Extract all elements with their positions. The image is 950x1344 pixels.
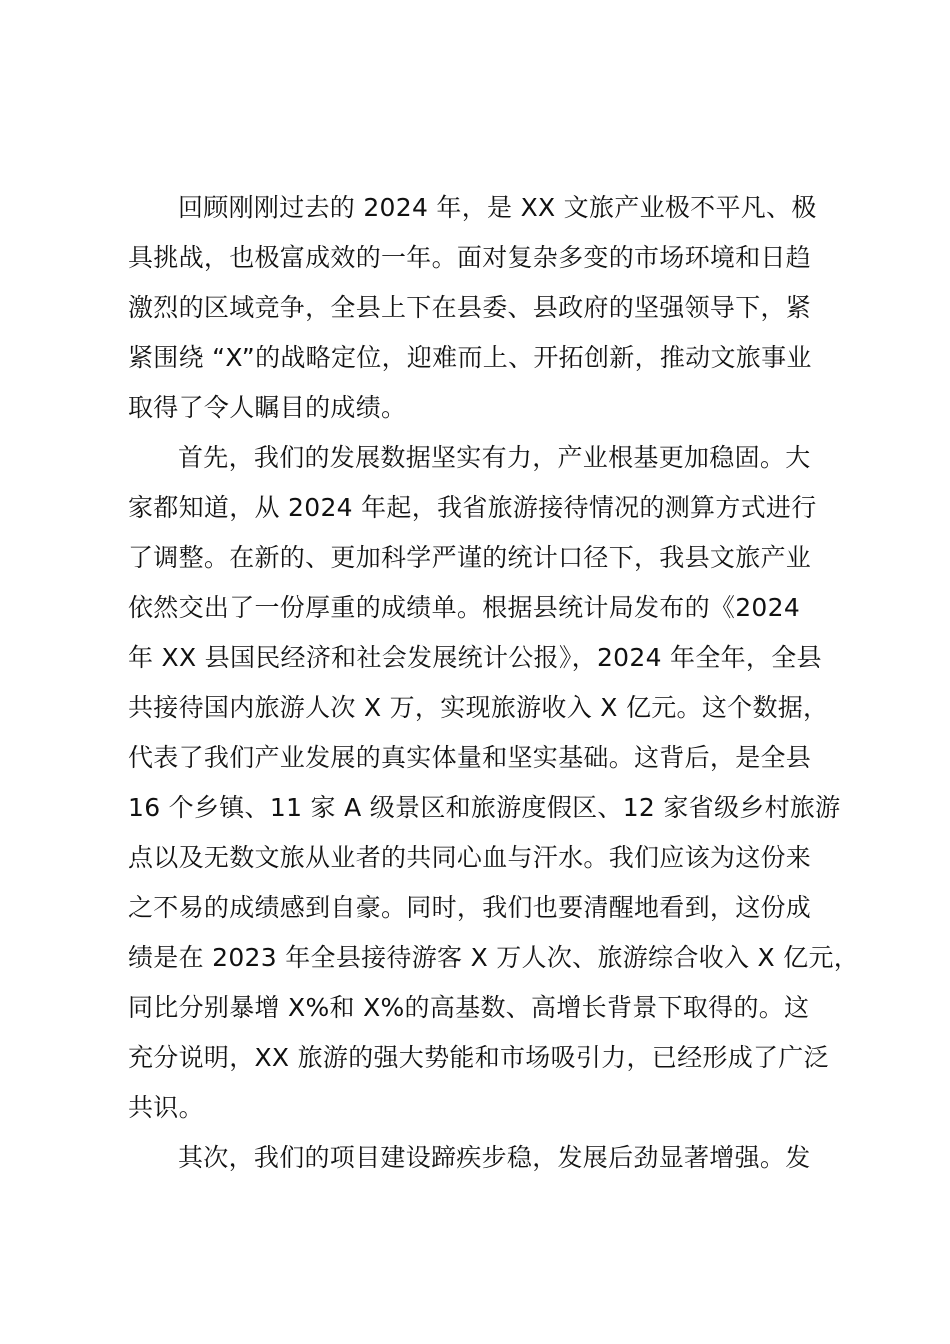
text-line: 首先，我们的发展数据坚实有力，产业根基更加稳固。大 [178,443,811,472]
text-line: 点以及无数文旅从业者的共同心血与汗水。我们应该为这份来 [128,843,812,872]
text-line: 了调整。在新的、更加科学严谨的统计口径下，我县文旅产业 [128,543,812,572]
text-line: 具挑战，也极富成效的一年。面对复杂多变的市场环境和日趋 [128,243,812,272]
text-line: 激烈的区域竞争，全县上下在县委、县政府的坚强领导下，紧 [128,293,812,322]
text-line: 依然交出了一份厚重的成绩单。根据县统计局发布的《2024 [128,593,801,622]
text-line: 家都知道，从 2024 年起，我省旅游接待情况的测算方式进行 [128,493,817,522]
text-line: 之不易的成绩感到自豪。同时，我们也要清醒地看到，这份成 [128,893,812,922]
paragraph-development-data [128,433,860,1133]
text-line: 其次，我们的项目建设蹄疾步稳，发展后劲显著增强。发 [178,1143,811,1172]
text-line: 取得了令人瞩目的成绩。 [128,393,407,422]
text-line: 绩是在 2023 年全县接待游客 X 万人次、旅游综合收入 X 亿元， [128,943,860,972]
paragraph-review-2024 [128,183,834,433]
text-line: 同比分别暴增 X%和 X%的高基数、高增长背景下取得的。这 [128,993,810,1022]
document-body [128,183,860,1183]
text-line: 充分说明，XX 旅游的强大势能和市场吸引力，已经形成了广泛 [128,1043,829,1072]
text-line: 16 个乡镇、11 家 A 级景区和旅游度假区、12 家省级乡村旅游 [128,793,841,822]
text-line: 代表了我们产业发展的真实体量和坚实基础。这背后，是全县 [128,743,812,772]
text-line: 共识。 [128,1093,204,1122]
paragraph-project-construction [128,1133,834,1183]
text-line: 共接待国内旅游人次 X 万，实现旅游收入 X 亿元。这个数据， [128,693,829,722]
text-line: 紧围绕 “X”的战略定位，迎难而上、开拓创新，推动文旅事业 [128,343,812,372]
text-line: 回顾刚刚过去的 2024 年，是 XX 文旅产业极不平凡、极 [178,193,817,222]
text-line: 年 XX 县国民经济和社会发展统计公报》，2024 年全年，全县 [128,643,822,672]
